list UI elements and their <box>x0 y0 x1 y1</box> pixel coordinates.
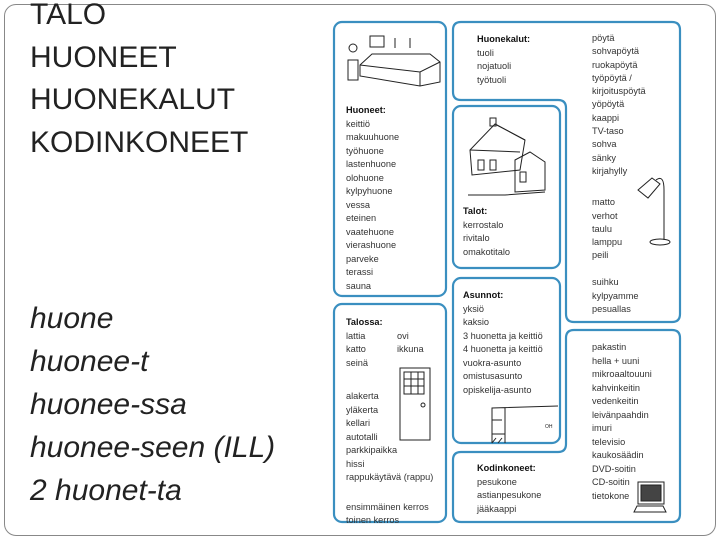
list-item: makuuhuone <box>346 132 400 142</box>
title-line: HUONEKALUT <box>30 83 236 116</box>
list-item: toinen kerros <box>346 515 400 525</box>
list-item: sohvapöytä <box>592 46 639 57</box>
list-item: vaatehuone <box>346 226 395 237</box>
kodinkoneet-list <box>477 462 541 516</box>
huonekalut-list <box>477 33 530 87</box>
list-item: terassi <box>346 267 374 277</box>
list-item: kahvinkeitin <box>592 382 641 393</box>
list-item: omakotitalo <box>463 246 510 257</box>
list-item: astianpesukone <box>477 490 542 500</box>
list-item: omistusasunto <box>463 371 523 381</box>
list-item: jääkaappi <box>477 503 517 514</box>
form-line: huone <box>30 302 114 335</box>
list-item: opiskelija-asunto <box>463 384 532 395</box>
svg-text:OH: OH <box>545 424 553 430</box>
list-item: keittiö <box>346 118 371 129</box>
list-item: DVD-soitin <box>592 463 636 474</box>
list-item: pöytä <box>592 33 615 43</box>
list-item: kaukosäädin <box>592 450 644 460</box>
floorplan-icon <box>492 406 558 443</box>
huonekalut-right-list <box>592 32 646 316</box>
list-item: seinä <box>346 357 368 368</box>
list-item: vedenkeitin <box>592 396 639 406</box>
heading: Kodinkoneet: <box>477 463 536 473</box>
title-line: TALO <box>30 0 107 31</box>
list-item: pakastin <box>592 342 627 352</box>
list-item: kellari <box>346 418 370 428</box>
list-item: sauna <box>346 280 372 291</box>
list-item: työhuone <box>346 145 384 156</box>
title-line: HUONEET <box>30 40 177 74</box>
house-icon <box>468 118 545 195</box>
list-item: pesukone <box>477 476 517 487</box>
list-item: CD-soitin <box>592 477 630 487</box>
list-item: rappukäytävä (rappu) <box>346 472 434 482</box>
list-item: olohuone <box>346 172 384 183</box>
list-item: eteinen <box>346 213 377 223</box>
form-line: 2 huonet-ta <box>30 474 182 507</box>
list-item: ensimmäinen kerros <box>346 501 429 512</box>
form-line: huonee-seen (ILL) <box>30 431 276 464</box>
list-item: kirjahylly <box>592 165 628 176</box>
form-line: huonee-t <box>30 345 149 378</box>
heading: Talossa: <box>346 317 383 327</box>
list-item: vuokra-asunto <box>463 357 522 368</box>
list-item: televisio <box>592 436 626 447</box>
list-item: autotalli <box>346 431 378 442</box>
list-item: verhot <box>592 210 618 221</box>
list-item: 4 huonetta ja keittiö <box>463 344 543 354</box>
list-item: lattia <box>346 330 366 341</box>
list-item: vessa <box>346 199 371 210</box>
list-item: yksiö <box>463 303 484 314</box>
list-item: 3 huonetta ja keittiö <box>463 330 543 341</box>
list-item: nojatuoli <box>477 61 512 71</box>
heading: Huoneet: <box>346 105 386 115</box>
list-item: tietokone <box>592 490 630 501</box>
list-item: yläkerta <box>346 404 379 415</box>
list-item: kylpyamme <box>592 290 639 301</box>
list-item: alakerta <box>346 391 379 401</box>
list-item: suihku <box>592 277 619 288</box>
list-item: kerrostalo <box>463 219 504 230</box>
bed-icon <box>348 36 440 86</box>
list-item: pesuallas <box>592 303 631 314</box>
list-item: ruokapöytä <box>592 59 638 70</box>
title-line: KODINKONEET <box>30 125 249 159</box>
list-item: työtuoli <box>477 74 507 85</box>
heading: Huonekalut: <box>477 34 531 44</box>
list-item: mikroaaltouuni <box>592 369 652 379</box>
asunnot-list <box>463 289 543 397</box>
list-item: lamppu <box>592 237 623 248</box>
list-item: ikkuna <box>397 344 424 354</box>
list-item: rivitalo <box>463 233 490 243</box>
list-item: ovi <box>397 330 409 341</box>
list-item: kaksio <box>463 317 490 327</box>
list-item: työpöytä / <box>592 72 632 83</box>
list-item: hella + uuni <box>592 355 640 366</box>
list-item: kirjoituspöytä <box>592 86 646 97</box>
list-item: peili <box>592 250 609 261</box>
list-item: lastenhuone <box>346 159 397 169</box>
list-item: parveke <box>346 253 379 264</box>
list-item: tuoli <box>477 47 494 58</box>
list-item: sohva <box>592 139 617 150</box>
talossa-list-b <box>397 330 424 357</box>
list-item: TV-taso <box>592 126 624 137</box>
list-item: kylpyhuone <box>346 186 393 196</box>
list-item: katto <box>346 344 366 354</box>
list-item: kaappi <box>592 112 620 123</box>
list-item: leivänpaahdin <box>592 409 649 420</box>
list-item: sänky <box>592 152 617 163</box>
huoneet-list <box>346 104 399 293</box>
list-item: yöpöytä <box>592 99 625 110</box>
list-item: hissi <box>346 458 365 469</box>
list-item: parkkipaikka <box>346 445 398 455</box>
heading: Asunnot: <box>463 290 504 300</box>
heading: Talot: <box>463 206 488 216</box>
list-item: vierashuone <box>346 240 397 250</box>
list-item: imuri <box>592 423 612 433</box>
list-item: taulu <box>592 223 612 234</box>
kodinkoneet-right-list <box>592 341 652 503</box>
talot-list <box>463 205 510 259</box>
form-line: huonee-ssa <box>30 388 187 421</box>
list-item: matto <box>592 197 615 208</box>
